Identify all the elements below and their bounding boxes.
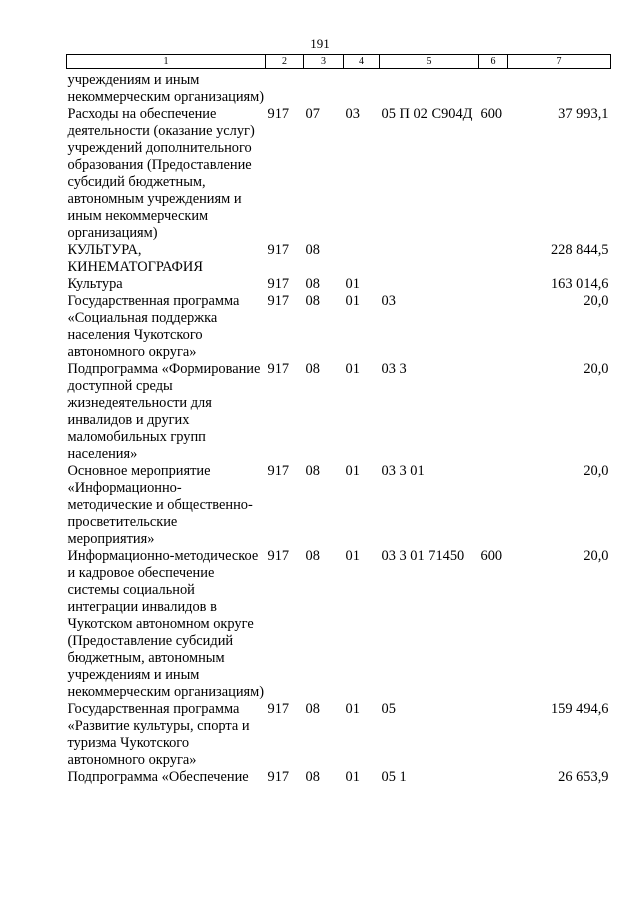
amount-cell: 20,0 <box>583 293 609 309</box>
table-row <box>67 701 611 769</box>
expense-type-cell <box>479 701 508 769</box>
row-name-cell: Подпрограмма «Формирование доступной среды жизнедеятельности для инвалидов и других маломобильных групп населения» <box>67 361 261 462</box>
page-number: 191 <box>310 36 330 51</box>
table-row <box>67 106 611 242</box>
table-row <box>67 463 611 548</box>
row-name-cell: учреждениям и иным некоммерческим организациям) <box>67 72 265 105</box>
target-article-cell: 05 1 <box>381 769 407 785</box>
amount-cell: 159 494,6 <box>550 701 609 717</box>
header-cell: 3 <box>304 55 344 69</box>
target-article-cell: 03 3 <box>381 361 407 377</box>
grbs-code-cell: 917 <box>267 106 290 122</box>
row-name-cell: Информационно-методическое и кадровое обеспечение системы социальной интеграции инвалидов в Чукотском автономном округе (Предоставление субсидий бюджетным, автономным учреждениям и иным некоммерческим организациям) <box>67 548 265 700</box>
row-name-cell: Государственная программа «Социальная поддержка населения Чукотского автономного округа» <box>67 293 240 360</box>
amount-cell: 20,0 <box>583 361 609 377</box>
table-row <box>67 293 611 361</box>
column-number-header <box>67 55 611 69</box>
expense-type-cell: 600 <box>480 106 503 122</box>
target-article-cell <box>380 69 479 107</box>
table-row <box>67 69 611 107</box>
section-code-cell: 08 <box>305 701 320 717</box>
amount-cell: 37 993,1 <box>558 106 609 122</box>
grbs-code-cell: 917 <box>267 361 290 377</box>
amount-cell: 20,0 <box>583 548 609 564</box>
target-article-cell <box>380 242 479 276</box>
subsection-code-cell <box>344 69 380 107</box>
expense-type-cell <box>479 242 508 276</box>
subsection-code-cell: 01 <box>345 293 360 309</box>
section-code-cell: 08 <box>305 769 320 785</box>
target-article-cell: 05 <box>381 701 396 717</box>
row-name-cell: Подпрограмма «Обеспечение <box>67 769 249 785</box>
section-code-cell: 08 <box>305 548 320 564</box>
subsection-code-cell: 03 <box>345 106 360 122</box>
table-row <box>67 361 611 463</box>
section-code-cell: 08 <box>305 361 320 377</box>
section-code-cell: 07 <box>305 106 320 122</box>
expense-type-cell: 600 <box>480 548 503 564</box>
amount-cell: 163 014,6 <box>550 276 609 292</box>
target-article-cell: 03 <box>381 293 396 309</box>
target-article-cell: 03 3 01 <box>381 463 425 479</box>
subsection-code-cell <box>344 242 380 276</box>
row-name-cell: Расходы на обеспечение деятельности (оказание услуг) учреждений дополнительного образования (Предоставление субсидий бюджетным, автономным учреждениям и иным некоммерческим организациям) <box>67 106 255 241</box>
amount-cell: 20,0 <box>583 463 609 479</box>
subsection-code-cell: 01 <box>345 701 360 717</box>
target-article-cell: 03 3 01 71450 <box>381 548 465 564</box>
row-name-cell: КУЛЬТУРА, КИНЕМАТОГРАФИЯ <box>67 242 203 275</box>
budget-table <box>66 54 611 786</box>
amount-cell: 26 653,9 <box>558 769 609 785</box>
amount-cell <box>508 69 611 107</box>
expense-type-cell <box>479 293 508 361</box>
grbs-code-cell: 917 <box>267 548 290 564</box>
subsection-code-cell: 01 <box>345 463 360 479</box>
expense-type-cell <box>479 463 508 548</box>
header-cell: 2 <box>266 55 304 69</box>
grbs-code-cell: 917 <box>267 293 290 309</box>
header-cell: 1 <box>67 55 266 69</box>
table-row <box>67 242 611 276</box>
expense-type-cell <box>479 276 508 293</box>
subsection-code-cell: 01 <box>345 361 360 377</box>
header-cell: 7 <box>508 55 611 69</box>
section-code-cell: 08 <box>305 242 320 258</box>
subsection-code-cell: 01 <box>345 769 360 785</box>
expense-type-cell <box>479 69 508 107</box>
grbs-code-cell: 917 <box>267 463 290 479</box>
header-cell: 5 <box>380 55 479 69</box>
grbs-code-cell: 917 <box>267 276 290 292</box>
amount-cell: 228 844,5 <box>550 242 609 258</box>
table-row <box>67 548 611 701</box>
target-article-cell <box>380 276 479 293</box>
section-code-cell: 08 <box>305 463 320 479</box>
expense-type-cell <box>479 769 508 786</box>
target-article-cell: 05 П 02 С904Д <box>381 106 473 122</box>
subsection-code-cell: 01 <box>345 548 360 564</box>
expense-type-cell <box>479 361 508 463</box>
subsection-code-cell: 01 <box>345 276 360 292</box>
header-cell: 6 <box>479 55 508 69</box>
header-cell: 4 <box>344 55 380 69</box>
section-code-cell: 08 <box>305 293 320 309</box>
section-code-cell: 08 <box>305 276 320 292</box>
grbs-code-cell: 917 <box>267 242 290 258</box>
row-name-cell: Культура <box>67 276 123 292</box>
grbs-code-cell: 917 <box>267 769 290 785</box>
grbs-code-cell: 917 <box>267 701 290 717</box>
row-name-cell: Государственная программа «Развитие культуры, спорта и туризма Чукотского автономного округа» <box>67 701 250 768</box>
table-row <box>67 276 611 293</box>
grbs-code-cell <box>266 69 304 107</box>
section-code-cell <box>304 69 344 107</box>
table-row <box>67 769 611 786</box>
row-name-cell: Основное мероприятие «Информационно-методические и общественно-просветительские мероприятия» <box>67 463 253 547</box>
